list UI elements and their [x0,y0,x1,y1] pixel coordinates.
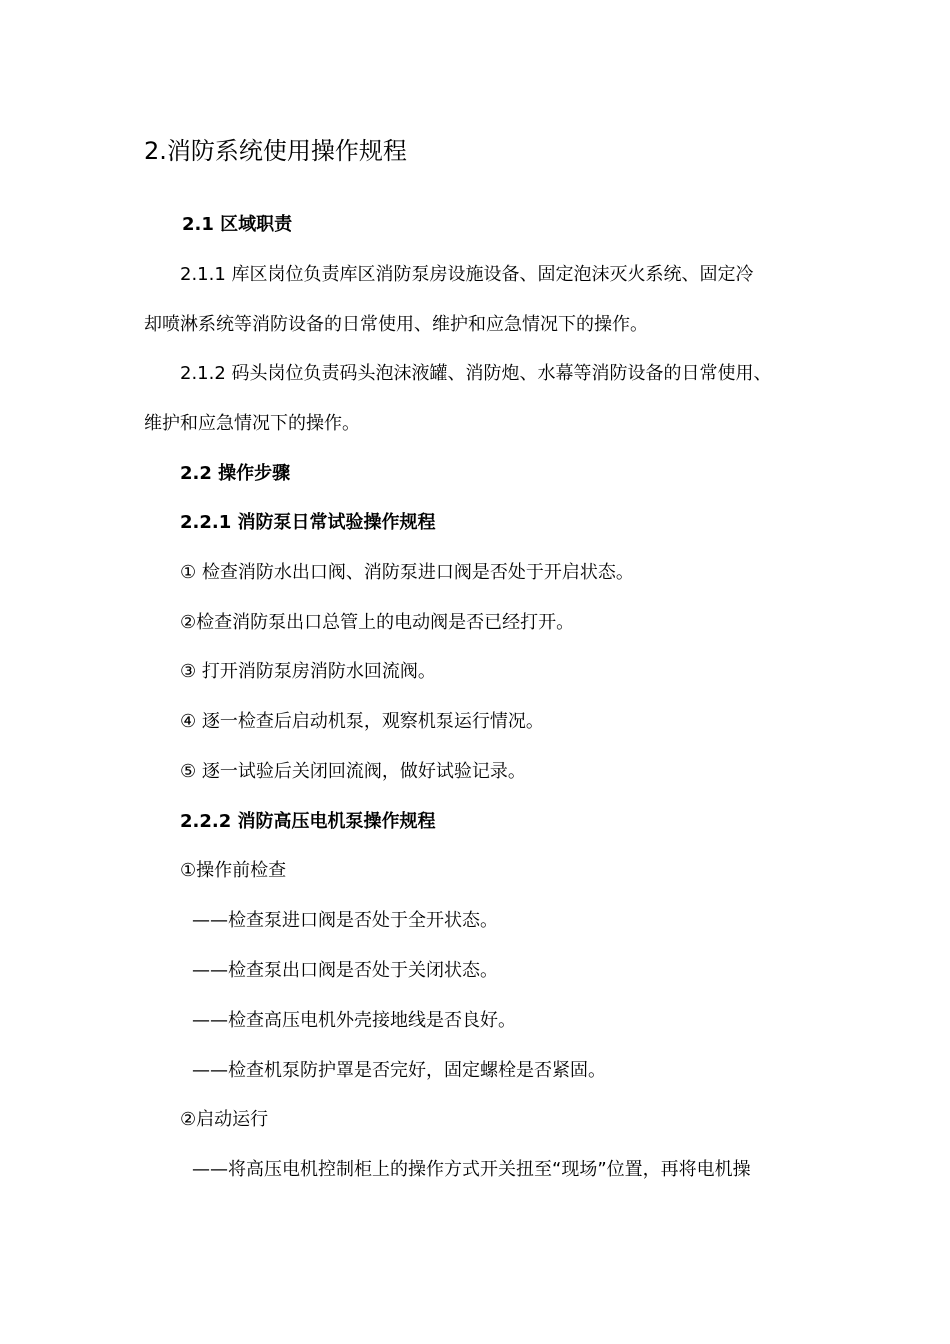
list-item: ——检查机泵防护罩是否完好，固定螺栓是否紧固。 [192,1060,606,1081]
list-item: ——检查泵进口阀是否处于全开状态。 [192,910,498,931]
section-heading-2-1: 2.1 区域职责 [182,214,293,235]
paragraph-2-1-1-line-2: 却喷淋系统等消防设备的日常使用、维护和应急情况下的操作。 [144,314,648,335]
pre-check-label: ①操作前检查 [180,860,287,881]
subsection-heading-2-2-1: 2.2.1 消防泵日常试验操作规程 [180,512,436,533]
list-item: ④ 逐一检查后启动机泵，观察机泵运行情况。 [180,711,544,732]
paragraph-2-1-2-line-2: 维护和应急情况下的操作。 [144,413,360,434]
paragraph-2-1-2-line-1: 2.1.2 码头岗位负责码头泡沫液罐、消防炮、水幕等消防设备的日常使用、 [180,363,772,384]
list-item: ③ 打开消防泵房消防水回流阀。 [180,661,436,682]
start-run-label: ②启动运行 [180,1109,269,1130]
list-item: ——检查高压电机外壳接地线是否良好。 [192,1010,516,1031]
list-item: ① 检查消防水出口阀、消防泵进口阀是否处于开启状态。 [180,562,634,583]
paragraph-2-1-1-line-1: 2.1.1 库区岗位负责库区消防泵房设施设备、固定泡沫灭火系统、固定冷 [180,264,754,285]
document-title: 2.消防系统使用操作规程 [144,137,407,165]
list-item: ⑤ 逐一试验后关闭回流阀，做好试验记录。 [180,761,526,782]
list-item: ——检查泵出口阀是否处于关闭状态。 [192,960,498,981]
subsection-heading-2-2-2: 2.2.2 消防高压电机泵操作规程 [180,811,436,832]
list-item: ——将高压电机控制柜上的操作方式开关扭至“现场”位置，再将电机操 [192,1159,751,1180]
section-heading-2-2: 2.2 操作步骤 [180,463,291,484]
list-item: ②检查消防泵出口总管上的电动阀是否已经打开。 [180,612,575,633]
